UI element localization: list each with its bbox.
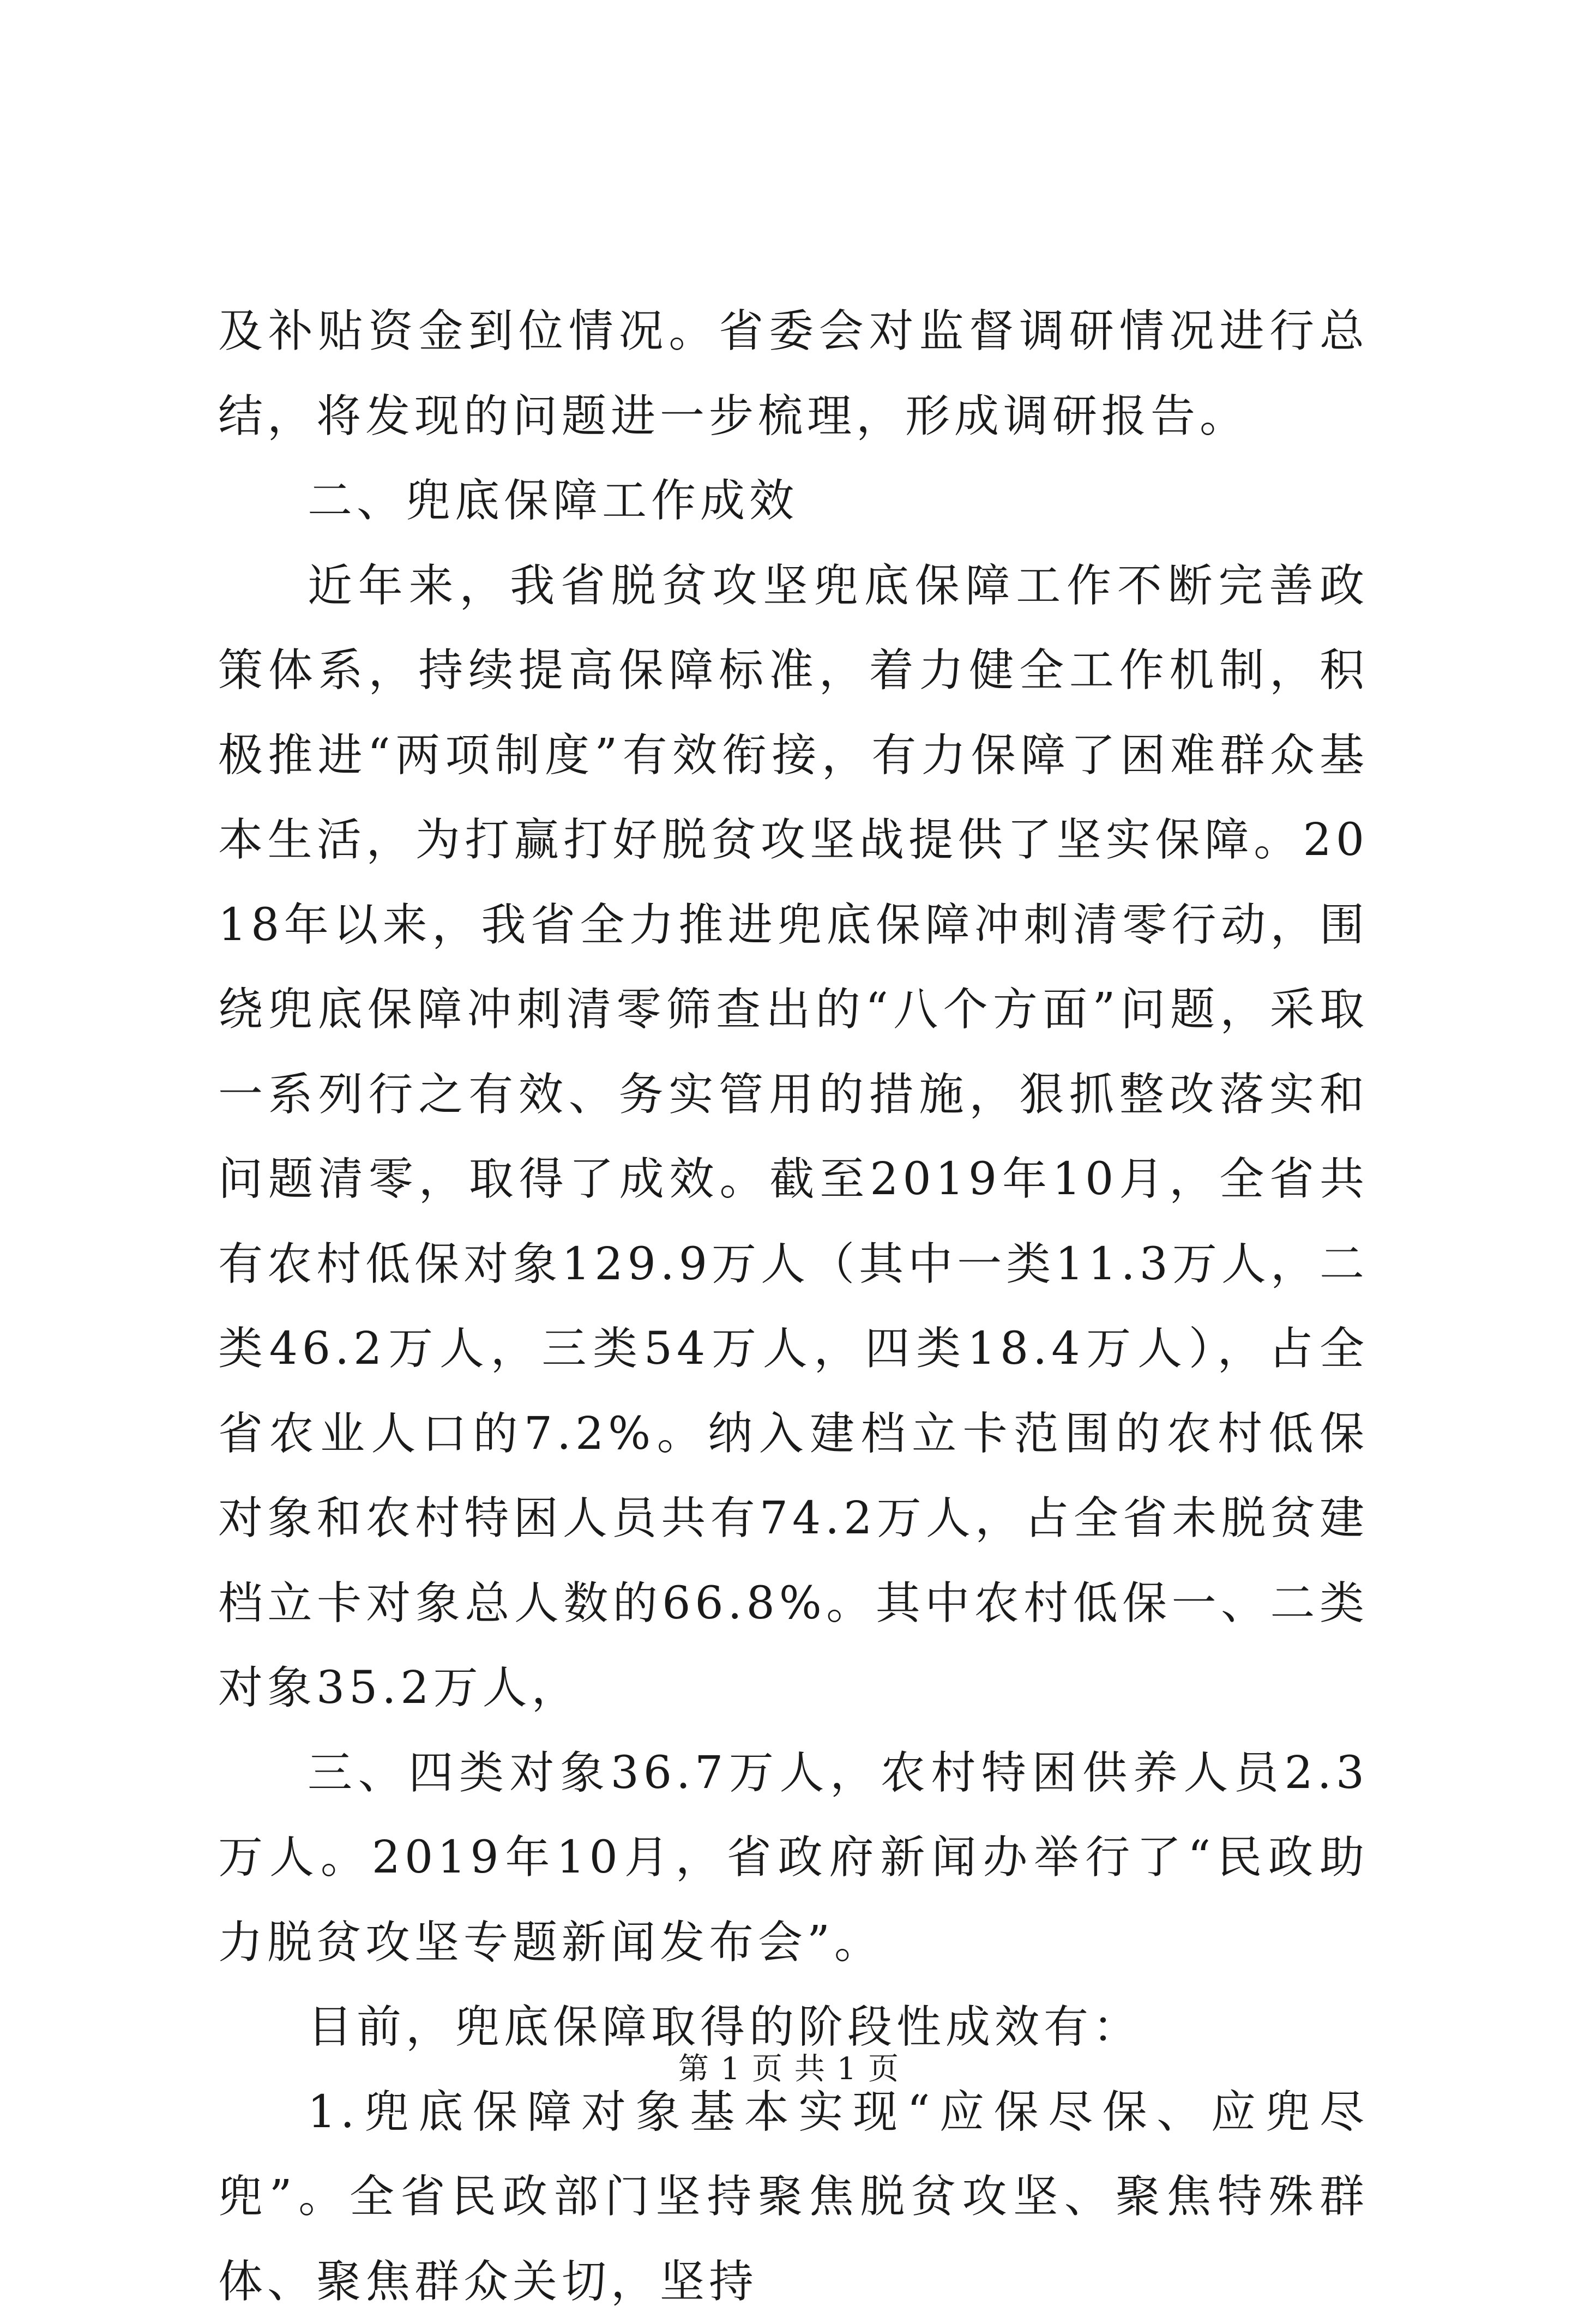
paragraph-continuation: 及补贴资金到位情况。省委会对监督调研情况进行总结，将发现的问题进一步梳理，形成调研报告。	[218, 289, 1369, 459]
document-body	[218, 289, 1369, 2324]
paragraph-item-1: 1.兜底保障对象基本实现“应保尽保、应兜尽兜”。全省民政部门坚持聚焦脱贫攻坚、聚焦特殊群体、聚焦群众关切，坚持	[218, 2070, 1369, 2324]
paragraph-categories: 三、四类对象36.7万人，农村特困供养人员2.3万人。2019年10月，省政府新闻办举行了“民政助力脱贫攻坚专题新闻发布会”。	[218, 1731, 1369, 1985]
section-heading: 二、兜底保障工作成效	[218, 459, 1369, 544]
paragraph-intro-results: 目前，兜底保障取得的阶段性成效有：	[218, 1985, 1369, 2070]
paragraph-overview: 近年来，我省脱贫攻坚兜底保障工作不断完善政策体系，持续提高保障标准，着力健全工作机制，积极推进“两项制度”有效衔接，有力保障了困难群众基本生活，为打赢打好脱贫攻坚战提供了坚实保障。2018年以来，我省全力推进兜底保障冲刺清零行动，围绕兜底保障冲刺清零筛查出的“八个方面”问题，采取一系列行之有效、务实管用的措施，狠抓整改落实和问题清零，取得了成效。截至2019年10月，全省共有农村低保对象129.9万人（其中一类11.3万人，二类46.2万人，三类54万人，四类18.4万人），占全省农业人口的7.2%。纳入建档立卡范围的农村低保对象和农村特困人员共有74.2万人，占全省未脱贫建档立卡对象总人数的66.8%。其中农村低保一、二类对象35.2万人，	[218, 544, 1369, 1731]
page-footer: 第 1 页 共 1 页	[0, 2048, 1578, 2091]
